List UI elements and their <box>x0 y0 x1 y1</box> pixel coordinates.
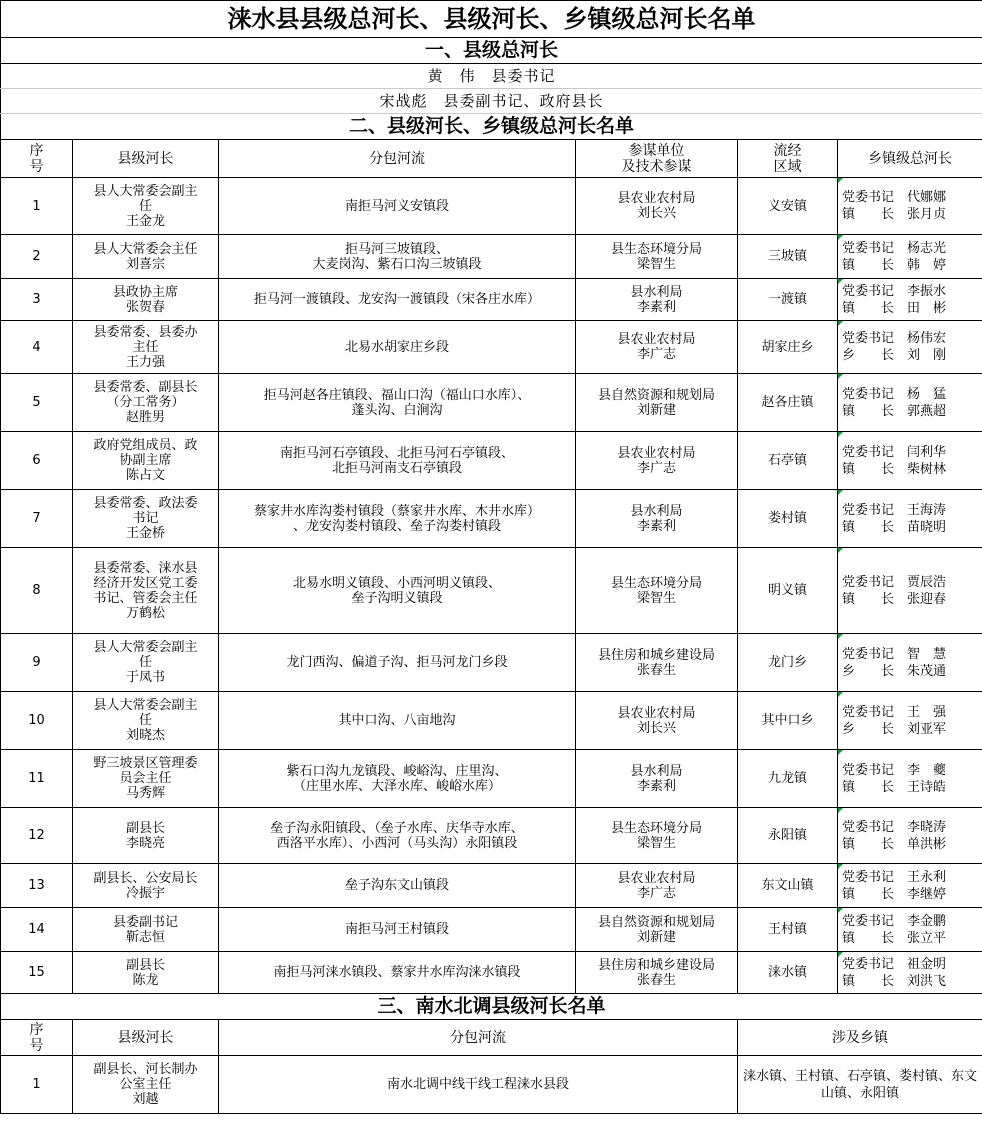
town-head: 乡 长 刘亚军 <box>842 721 947 737</box>
cell-comment-marker-icon <box>838 750 843 755</box>
cell-comment-marker-icon <box>838 952 843 957</box>
row-town-leaders <box>838 634 982 692</box>
table-row <box>1 750 982 808</box>
party-secretary: 党委书记 李振水 <box>842 283 947 299</box>
party-secretary: 党委书记 王海涛 <box>842 502 947 518</box>
table-row <box>1 634 982 692</box>
town-head: 镇 长 刘洪飞 <box>842 973 947 989</box>
row-seq: 1 <box>1 178 73 235</box>
row-rivers: 南拒马河王村镇段 <box>219 908 576 952</box>
row-county-leader: 县委常委、副县长 （分工常务） 赵胜男 <box>73 374 219 432</box>
cell-comment-marker-icon <box>838 548 843 553</box>
table-row <box>1 432 982 490</box>
row-unit: 县住房和城乡建设局 张春生 <box>576 952 738 994</box>
row-seq: 10 <box>1 692 73 750</box>
row-county-leader: 副县长 陈龙 <box>73 952 219 994</box>
row-unit: 县水利局 李素利 <box>576 490 738 548</box>
table-row <box>1 490 982 548</box>
row-seq: 15 <box>1 952 73 994</box>
row-town-leaders <box>838 808 982 864</box>
section1-leader-2: 宋战彪 县委副书记、政府县长 <box>1 89 982 114</box>
row-area: 赵各庄镇 <box>738 374 838 432</box>
row-unit: 县水利局 李素利 <box>576 279 738 321</box>
row-county-leader: 县人大常委会副主 任 刘晓杰 <box>73 692 219 750</box>
row-county-leader: 县人大常委会副主 任 王金龙 <box>73 178 219 235</box>
cell-comment-marker-icon <box>838 808 843 813</box>
table-row <box>1 908 982 952</box>
row-unit: 县水利局 李素利 <box>576 750 738 808</box>
party-secretary: 党委书记 闫利华 <box>842 444 947 460</box>
row-seq: 4 <box>1 321 73 374</box>
row-county-leader: 副县长 李晓亮 <box>73 808 219 864</box>
party-secretary: 党委书记 李晓涛 <box>842 819 947 835</box>
header-unit: 参谋单位 及技术参谋 <box>576 140 738 178</box>
row-seq: 7 <box>1 490 73 548</box>
cell-comment-marker-icon <box>838 235 843 240</box>
row-seq: 11 <box>1 750 73 808</box>
header-town-leader: 乡镇级总河长 <box>838 140 982 178</box>
row-rivers: 蔡家井水库沟娄村镇段（蔡家井水库、木井水库） 、龙安沟娄村镇段、垒子沟娄村镇段 <box>219 490 576 548</box>
row-unit: 县生态环境分局 梁智生 <box>576 808 738 864</box>
row-unit: 县生态环境分局 梁智生 <box>576 548 738 634</box>
table-row <box>1 279 982 321</box>
row-town-leaders <box>838 279 982 321</box>
row-county-leader: 县人大常委会主任 刘喜宗 <box>73 235 219 279</box>
row-town-leaders <box>838 321 982 374</box>
s3-header-county-leader: 县级河长 <box>73 1020 219 1056</box>
section2-rows <box>1 178 982 994</box>
row-unit: 县农业农村局 刘长兴 <box>576 692 738 750</box>
table-row <box>1 321 982 374</box>
row-town-leaders <box>838 692 982 750</box>
town-head: 镇 长 张立平 <box>842 930 947 946</box>
row-area: 胡家庄乡 <box>738 321 838 374</box>
cell-comment-marker-icon <box>838 279 843 284</box>
section1-heading: 一、县级总河长 <box>1 38 982 64</box>
cell-comment-marker-icon <box>838 692 843 697</box>
party-secretary: 党委书记 王 强 <box>842 704 947 720</box>
row-town-leaders <box>838 490 982 548</box>
row-rivers: 其中口沟、八亩地沟 <box>219 692 576 750</box>
table-row <box>1 178 982 235</box>
row-area: 其中口乡 <box>738 692 838 750</box>
row-town-leaders <box>838 864 982 908</box>
town-head: 镇 长 张迎春 <box>842 591 947 607</box>
party-secretary: 党委书记 贾辰浩 <box>842 574 947 590</box>
row-area: 娄村镇 <box>738 490 838 548</box>
row-county-leader: 政府党组成员、政 协副主席 陈占文 <box>73 432 219 490</box>
row-seq: 8 <box>1 548 73 634</box>
header-seq: 序 号 <box>1 140 73 178</box>
row-county-leader: 县委常委、涞水县 经济开发区党工委 书记、管委会主任 万鹤松 <box>73 548 219 634</box>
cell-comment-marker-icon <box>838 374 843 379</box>
row-rivers: 垒子沟东文山镇段 <box>219 864 576 908</box>
party-secretary: 党委书记 杨 猛 <box>842 386 947 402</box>
town-head: 乡 长 刘 刚 <box>842 348 947 363</box>
s3-row-rivers: 南水北调中线干线工程涞水县段 <box>219 1056 738 1114</box>
row-town-leaders <box>838 432 982 490</box>
town-head: 镇 长 单洪彬 <box>842 836 947 852</box>
town-head: 镇 长 韩 婷 <box>842 257 947 273</box>
row-area: 三坡镇 <box>738 235 838 279</box>
s3-header-towns: 涉及乡镇 <box>738 1020 982 1056</box>
party-secretary: 党委书记 李 夔 <box>842 762 947 778</box>
s3-header-rivers: 分包河流 <box>219 1020 738 1056</box>
header-area: 流经 区域 <box>738 140 838 178</box>
cell-comment-marker-icon <box>838 432 843 437</box>
party-secretary: 党委书记 智 慧 <box>842 646 947 662</box>
row-area: 义安镇 <box>738 178 838 235</box>
town-head: 镇 长 田 彬 <box>842 300 947 316</box>
row-county-leader: 县政协主席 张贺春 <box>73 279 219 321</box>
town-head: 镇 长 张月贞 <box>842 207 947 222</box>
row-unit: 县住房和城乡建设局 张春生 <box>576 634 738 692</box>
row-area: 石亭镇 <box>738 432 838 490</box>
row-rivers: 龙门西沟、偏道子沟、拒马河龙门乡段 <box>219 634 576 692</box>
row-area: 王村镇 <box>738 908 838 952</box>
header-rivers: 分包河流 <box>219 140 576 178</box>
row-county-leader: 县委常委、政法委 书记 王金桥 <box>73 490 219 548</box>
row-seq: 12 <box>1 808 73 864</box>
row-seq: 9 <box>1 634 73 692</box>
row-unit: 县自然资源和规划局 刘新建 <box>576 908 738 952</box>
row-town-leaders <box>838 548 982 634</box>
row-county-leader: 县委副书记 靳志恒 <box>73 908 219 952</box>
party-secretary: 党委书记 王永利 <box>842 869 947 885</box>
row-town-leaders <box>838 235 982 279</box>
section2-heading: 二、县级河长、乡镇级总河长名单 <box>1 114 982 140</box>
cell-comment-marker-icon <box>838 634 843 639</box>
cell-comment-marker-icon <box>838 908 843 913</box>
row-county-leader: 县委常委、县委办 主任 王力强 <box>73 321 219 374</box>
table-row <box>1 692 982 750</box>
cell-comment-marker-icon <box>838 178 843 183</box>
cell-comment-marker-icon <box>838 490 843 495</box>
cell-comment-marker-icon <box>838 864 843 869</box>
cell-comment-marker-icon <box>838 321 843 326</box>
row-county-leader: 县人大常委会副主 任 于凤书 <box>73 634 219 692</box>
row-seq: 6 <box>1 432 73 490</box>
row-county-leader: 野三坡景区管理委 员会主任 马秀辉 <box>73 750 219 808</box>
table-row <box>1 548 982 634</box>
row-rivers: 南拒马河义安镇段 <box>219 178 576 235</box>
row-rivers: 拒马河赵各庄镇段、福山口沟（福山口水库）、 蓬头沟、白涧沟 <box>219 374 576 432</box>
s3-row-towns: 涞水镇、王村镇、石亭镇、娄村镇、东文山镇、永阳镇 <box>738 1056 982 1114</box>
row-county-leader: 副县长、公安局长 冷振宇 <box>73 864 219 908</box>
row-area: 东文山镇 <box>738 864 838 908</box>
row-area: 永阳镇 <box>738 808 838 864</box>
table-row <box>1 952 982 994</box>
row-rivers: 紫石口沟九龙镇段、峻峪沟、庄里沟、 （庄里水库、大泽水库、峻峪水库） <box>219 750 576 808</box>
row-unit: 县农业农村局 李广志 <box>576 864 738 908</box>
row-rivers: 北易水胡家庄乡段 <box>219 321 576 374</box>
row-seq: 14 <box>1 908 73 952</box>
table-row <box>1 864 982 908</box>
row-seq: 5 <box>1 374 73 432</box>
party-secretary: 党委书记 杨伟宏 <box>842 331 947 346</box>
s3-row-leader: 副县长、河长制办 公室主任 刘越 <box>73 1056 219 1114</box>
row-unit: 县生态环境分局 梁智生 <box>576 235 738 279</box>
row-rivers: 拒马河三坡镇段、 大麦岗沟、紫石口沟三坡镇段 <box>219 235 576 279</box>
table-row <box>1 808 982 864</box>
row-area: 龙门乡 <box>738 634 838 692</box>
row-unit: 县农业农村局 李广志 <box>576 432 738 490</box>
row-town-leaders <box>838 374 982 432</box>
section1-leader-1: 黄 伟 县委书记 <box>1 64 982 89</box>
town-head: 镇 长 柴树林 <box>842 461 947 477</box>
row-rivers: 南拒马河石亭镇段、北拒马河石亭镇段、 北拒马河南支石亭镇段 <box>219 432 576 490</box>
row-town-leaders <box>838 952 982 994</box>
row-unit: 县自然资源和规划局 刘新建 <box>576 374 738 432</box>
town-head: 镇 长 王诗皓 <box>842 779 947 795</box>
table-row <box>1 374 982 432</box>
row-seq: 13 <box>1 864 73 908</box>
party-secretary: 党委书记 杨志光 <box>842 240 947 256</box>
party-secretary: 党委书记 代娜娜 <box>842 190 947 205</box>
row-town-leaders <box>838 750 982 808</box>
row-town-leaders <box>838 178 982 235</box>
row-rivers: 北易水明义镇段、小西河明义镇段、 垒子沟明义镇段 <box>219 548 576 634</box>
row-area: 一渡镇 <box>738 279 838 321</box>
row-area: 明义镇 <box>738 548 838 634</box>
row-rivers: 南拒马河涞水镇段、蔡家井水库沟涞水镇段 <box>219 952 576 994</box>
row-rivers: 拒马河一渡镇段、龙安沟一渡镇段（宋各庄水库） <box>219 279 576 321</box>
row-unit: 县农业农村局 刘长兴 <box>576 178 738 235</box>
header-county-leader: 县级河长 <box>73 140 219 178</box>
party-secretary: 党委书记 祖金明 <box>842 956 947 972</box>
row-seq: 3 <box>1 279 73 321</box>
s3-row-seq: 1 <box>1 1056 73 1114</box>
town-head: 乡 长 朱茂通 <box>842 663 947 679</box>
party-secretary: 党委书记 李金鹏 <box>842 913 947 929</box>
row-area: 九龙镇 <box>738 750 838 808</box>
row-area: 涞水镇 <box>738 952 838 994</box>
s3-header-seq: 序 号 <box>1 1020 73 1056</box>
table-row <box>1 235 982 279</box>
town-head: 镇 长 李继婷 <box>842 886 947 902</box>
row-rivers: 垒子沟永阳镇段、（垒子水库、庆华寺水库、 西洛平水库）、小西河（马头沟）永阳镇段 <box>219 808 576 864</box>
town-head: 镇 长 郭燕超 <box>842 403 947 419</box>
section3-heading: 三、南水北调县级河长名单 <box>1 994 982 1020</box>
row-town-leaders <box>838 908 982 952</box>
row-unit: 县农业农村局 李广志 <box>576 321 738 374</box>
row-seq: 2 <box>1 235 73 279</box>
town-head: 镇 长 苗晓明 <box>842 519 947 535</box>
page-title: 涞水县县级总河长、县级河长、乡镇级总河长名单 <box>1 1 982 38</box>
